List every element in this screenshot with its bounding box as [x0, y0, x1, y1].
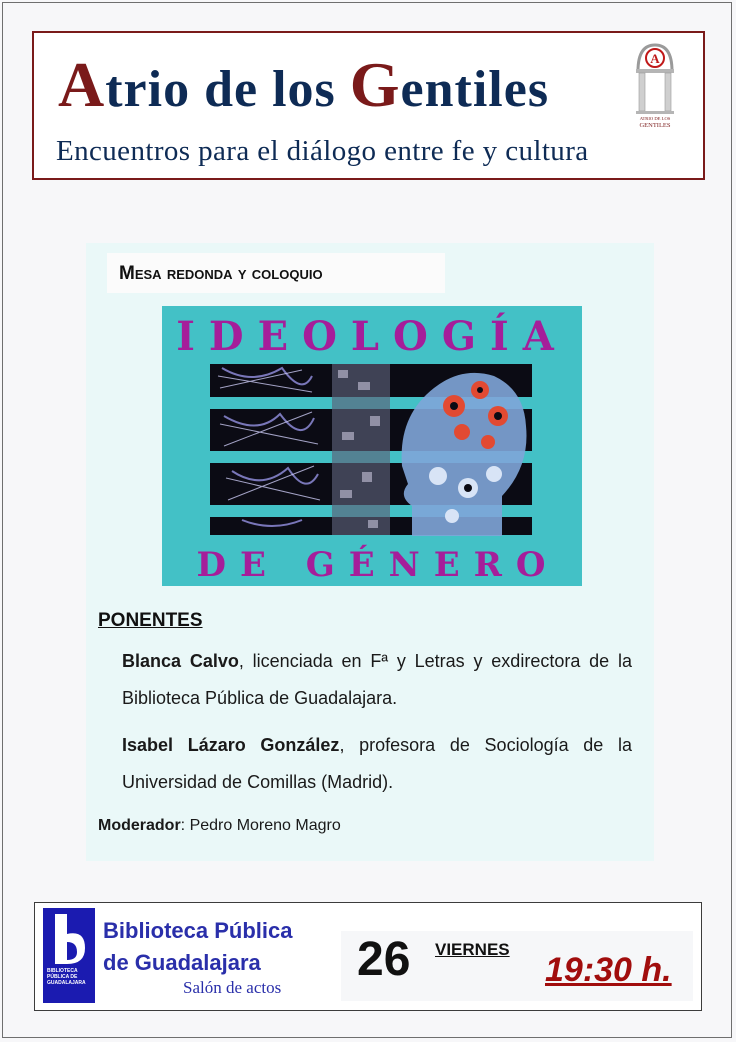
speaker-item	[122, 727, 632, 801]
page-subtitle: Encuentros para el diálogo entre fe y cultura	[56, 135, 589, 167]
atrio-logo-icon	[632, 41, 678, 129]
event-type-label: Mesa redonda y coloquio	[107, 253, 445, 293]
speaker-name: Isabel Lázaro González	[122, 735, 340, 755]
speaker-description: , licenciada en Fª y Letras y exdirectora de la Biblioteca Pública de Guadalajara.	[122, 651, 632, 708]
moderator-name: : Pedro Moreno Magro	[180, 817, 341, 834]
moderator-label: Moderador	[98, 817, 181, 834]
library-b-shape	[43, 908, 95, 968]
event-day: 26	[357, 933, 411, 986]
venue-label: Salón de actos	[183, 978, 282, 997]
library-name-line1: Biblioteca Pública	[103, 918, 293, 943]
library-name	[103, 915, 313, 979]
library-logo-text: BIBLIOTECA PÚBLICA DE GUADALAJARA	[47, 968, 86, 986]
poster-word-1: IDEOLOGÍA	[176, 313, 568, 360]
header-banner	[32, 31, 705, 180]
title-initial-a: A	[58, 49, 106, 120]
speakers-heading: PONENTES	[98, 610, 203, 631]
logo-text-line1: ATRIO DE LOS	[639, 116, 671, 121]
logo-text-line2: GENTILES	[639, 122, 671, 129]
ideologia-de-genero-poster	[162, 306, 582, 586]
speaker-name: Blanca Calvo	[122, 651, 239, 671]
footer-banner	[34, 902, 702, 1011]
poster-word-2: DE GÉNERO	[196, 545, 560, 585]
title-initial-g: G	[349, 49, 401, 120]
title-part-2: entiles	[400, 61, 550, 118]
logo-letter: A	[650, 51, 660, 66]
speaker-description: , profesora de Sociología de la Universidad de Comillas (Madrid).	[122, 735, 633, 792]
library-name-line2: de Guadalajara	[103, 950, 261, 975]
page-title	[58, 49, 550, 120]
library-logo-icon	[43, 908, 95, 1003]
speaker-item	[122, 643, 632, 717]
title-part-1: trio de los	[105, 61, 350, 118]
event-time: 19:30 h.	[545, 951, 672, 989]
moderator-line	[98, 817, 341, 835]
event-weekday: VIERNES	[435, 940, 510, 959]
